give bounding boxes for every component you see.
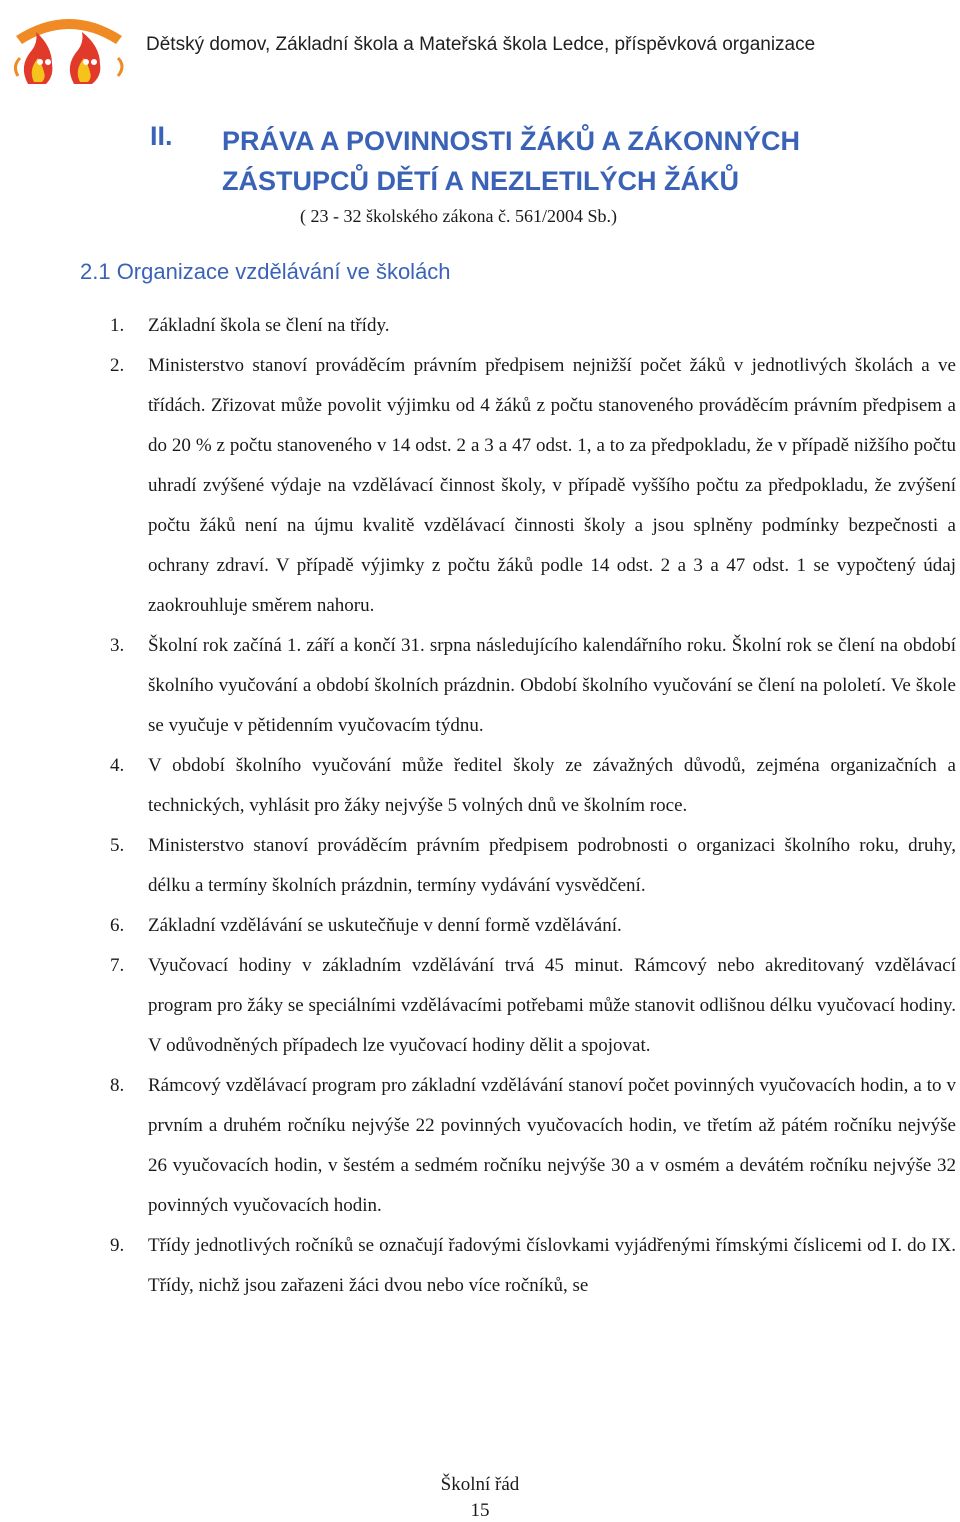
- item-text: V období školního vyučování může ředitel školy ze závažných důvodů, zejména organizačních a technických, vyhlásit pro žáky nejvýše 5 volných dnů ve školním roce.: [148, 755, 956, 816]
- item-number: 9.: [110, 1235, 125, 1256]
- law-reference: ( 23 - 32 školského zákona č. 561/2004 Sb.): [300, 206, 617, 226]
- list-item: [0, 1066, 960, 1226]
- item-number: 7.: [110, 955, 125, 976]
- item-text: Ministerstvo stanoví prováděcím právním předpisem podrobnosti o organizaci školního roku, druhy, délku a termíny školních prázdnin, termíny vydávání vysvědčení.: [148, 835, 956, 896]
- school-logo: [8, 6, 130, 86]
- list-item: [0, 306, 960, 346]
- subsection-title: 2.1 Organizace vzdělávání ve školách: [80, 259, 451, 284]
- list-item: [0, 1226, 960, 1306]
- list-item: [0, 626, 960, 746]
- item-number: 6.: [110, 915, 125, 936]
- item-text: Ministerstvo stanoví prováděcím právním předpisem nejnižší počet žáků v jednotlivých školách a ve třídách. Zřizovat může povolit výjimku od 4 žáků z počtu stanoveného prováděcím právním předpisem a do 20 % z počtu stanoveného v 14 odst. 2 a 3 a 47 odst. 1, a to za předpokladu, že v případě nižšího počtu uhradí zvýšené výdaje na vzdělávací činnost školy, v případě vyššího počtu za předpokladu, že zvýšení počtu žáků není na újmu kvalitě vzdělávací činnosti školy a jsou splněny podmínky bezpečnosti a ochrany zdraví. V případě výjimky z počtu žáků podle 14 odst. 2 a 3 a 47 odst. 1 se vypočtený údaj zaokrouhluje směrem nahoru.: [148, 355, 956, 616]
- item-text: Třídy jednotlivých ročníků se označují řadovými číslovkami vyjádřenými římskými číslicemi od I. do IX. Třídy, nichž jsou zařazeni žáci dvou nebo více ročníků, se: [148, 1235, 956, 1296]
- item-text: Základní škola se člení na třídy.: [148, 315, 390, 336]
- item-number: 4.: [110, 755, 125, 776]
- section-title: PRÁVA A POVINNOSTI ŽÁKŮ A ZÁKONNÝCH ZÁSTUPCŮ DĚTÍ A NEZLETILÝCH ŽÁKŮ: [222, 126, 801, 196]
- organization-name: Dětský domov, Základní škola a Mateřská škola Ledce, příspěvková organizace: [146, 34, 816, 55]
- page-header: [0, 0, 960, 100]
- item-number: 2.: [110, 355, 125, 376]
- item-text: Vyučovací hodiny v základním vzdělávání trvá 45 minut. Rámcový nebo akreditovaný vzdělávací program pro žáky se speciálními vzdělávacími potřebami může stanovit odlišnou délku vyučovací hodiny. V odůvodněných případech lze vyučovací hodiny dělit a spojovat.: [148, 955, 956, 1056]
- list-item: [0, 746, 960, 826]
- page-number: 15: [470, 1500, 490, 1521]
- item-number: 5.: [110, 835, 125, 856]
- item-number: 8.: [110, 1075, 125, 1096]
- list-item: [0, 946, 960, 1066]
- list-item: [0, 826, 960, 906]
- section-number: II.: [150, 121, 173, 151]
- item-text: Rámcový vzdělávací program pro základní vzdělávání stanoví počet povinných vyučovacích hodin, a to v prvním a druhém ročníku nejvýše 22 povinných vyučovacích hodin, ve třetím až pátém ročníku nejvýše 26 vyučovacích hodin, v šestém a sedmém ročníku nejvýše 30 a v osmém a devátém ročníku nejvýše 32 povinných vyučovacích hodin.: [148, 1075, 956, 1216]
- rules-list: [0, 306, 960, 1306]
- item-number: 3.: [110, 635, 125, 656]
- list-item: [0, 906, 960, 946]
- list-item: [0, 346, 960, 626]
- footer-title: Školní řád: [440, 1474, 520, 1495]
- item-text: Základní vzdělávání se uskutečňuje v denní formě vzdělávání.: [148, 915, 622, 936]
- item-number: 1.: [110, 315, 125, 336]
- item-text: Školní rok začíná 1. září a končí 31. srpna následujícího kalendářního roku. Školní rok se člení na období školního vyučování a období školních prázdnin. Období školního vyučování se člení na pololetí. Ve škole se vyučuje v pětidenním vyučovacím týdnu.: [148, 635, 956, 736]
